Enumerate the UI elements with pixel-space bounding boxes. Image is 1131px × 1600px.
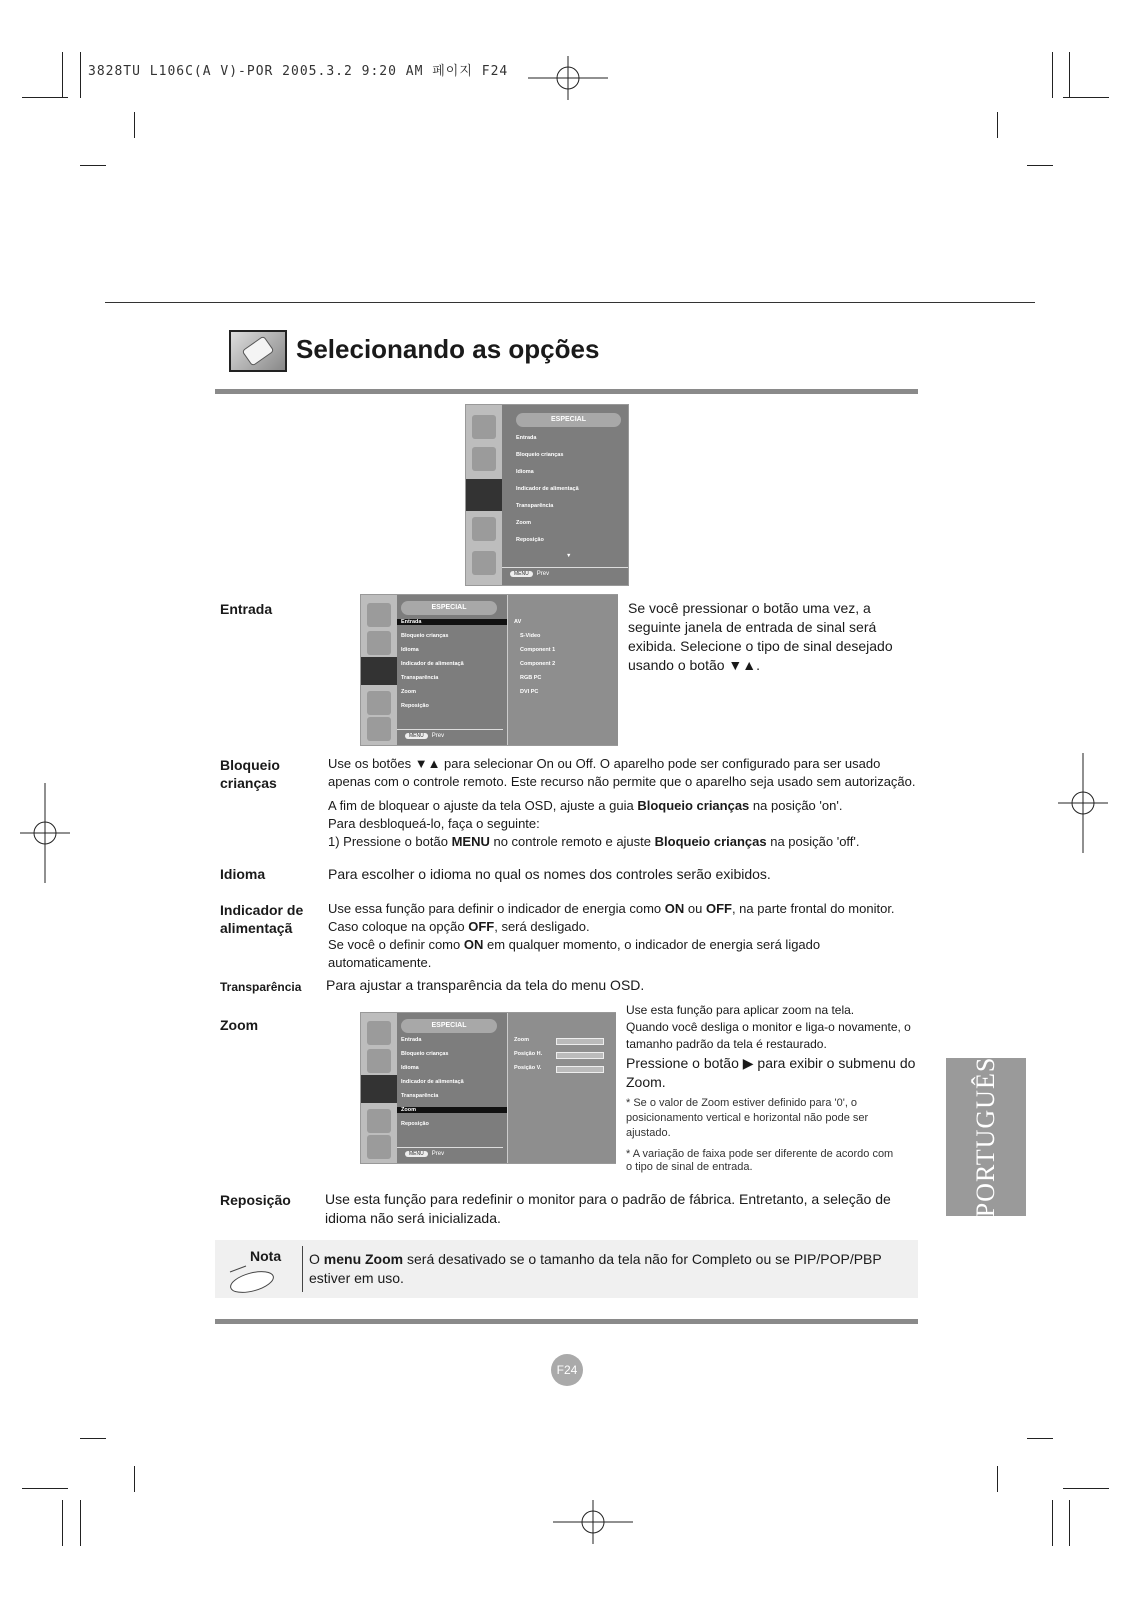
osd-item[interactable]: Bloqueio crianças (516, 452, 564, 458)
section-rule-top (215, 389, 918, 394)
osd-item[interactable]: Bloqueio crianças (401, 633, 449, 639)
print-header: 3828TU L106C(A V)-POR 2005.3.2 9:20 AM 페이지 F24 (88, 64, 509, 79)
input-option[interactable]: Component 2 (520, 661, 556, 667)
label-indicador-2: alimentaçã (220, 920, 293, 936)
pip-icon (367, 717, 391, 741)
label-idioma: Idioma (220, 866, 266, 882)
zoom-submenu-instruction: Pressione o botão ▶ para exibir o submenu do Zoom. (626, 1055, 916, 1090)
label-bloqueio-1: Bloqueio (220, 757, 280, 773)
note-text: O menu Zoom será desativado se o tamanho da tela não for Completo ou se PIP/POP/PBP estiver em uso. (309, 1251, 882, 1286)
label-reposicao: Reposição (220, 1192, 291, 1208)
label-indicador-1: Indicador de (220, 902, 304, 918)
osd-header: ESPECIAL (401, 601, 497, 615)
crop-mark (997, 112, 998, 138)
crop-mark (1052, 1500, 1053, 1546)
bloqueio-description: Use os botões ▼▲ para selecionar On ou Off. O aparelho pode ser configurado para ser usado apenas com o controle remoto. Este recurso não permite que o aparelho seja usado sem autorização. (328, 756, 916, 789)
crop-mark (1027, 165, 1053, 166)
zoom-slider[interactable] (556, 1038, 604, 1045)
osd-item[interactable]: Transparência (401, 1093, 439, 1099)
input-option[interactable]: AV (514, 619, 522, 625)
bloqueio-unlock-step: 1) Pressione o botão MENU no controle remoto e ajuste Bloqueio crianças na posição 'off'. (328, 834, 860, 849)
v-position-slider[interactable] (556, 1066, 604, 1073)
label-bloqueio-2: crianças (220, 775, 277, 791)
reposicao-description: Use esta função para redefinir o monitor para o padrão de fábrica. Entretanto, a seleção de idioma não será inicializada. (325, 1191, 891, 1226)
page-number: F24 (551, 1354, 583, 1386)
osd-item[interactable]: Entrada (516, 435, 537, 441)
picture-icon (472, 415, 496, 439)
transparencia-description: Para ajustar a transparência da tela do menu OSD. (326, 977, 645, 993)
entrada-description: Se você pressionar o botão uma vez, a seguinte janela de entrada de sinal será exibida. Selecione o tipo de sinal desejado usando o botão ▼▲. (628, 600, 893, 673)
osd-item[interactable]: Entrada (401, 1037, 422, 1043)
osd-item[interactable]: Zoom (516, 520, 531, 526)
osd-menu-zoom (360, 1012, 616, 1164)
crop-mark (80, 1500, 81, 1546)
osd-menu-main (465, 404, 629, 586)
osd-menu-entrada (360, 594, 618, 746)
special-icon (466, 479, 502, 511)
osd-item[interactable]: Indicador de alimentaçã (516, 486, 579, 492)
special-icon (361, 657, 397, 685)
tracking-icon (472, 517, 496, 541)
registration-target-icon (553, 1500, 633, 1544)
prev-label: Prev (431, 733, 445, 739)
registration-target-icon (1058, 753, 1108, 853)
crop-mark (80, 1438, 106, 1439)
crop-mark (80, 52, 81, 98)
language-tab: PORTUGUÊS (946, 1058, 1026, 1216)
label-entrada: Entrada (220, 601, 273, 617)
picture-icon (367, 603, 391, 627)
crop-mark (62, 52, 63, 98)
crop-mark (1069, 52, 1070, 98)
registration-target-icon (528, 56, 608, 100)
input-option[interactable]: RGB PC (520, 675, 542, 681)
color-icon (367, 631, 391, 655)
menu-button[interactable]: MENU (510, 571, 533, 577)
note-divider (302, 1246, 303, 1292)
color-icon (367, 1049, 391, 1073)
osd-item[interactable]: Transparência (401, 675, 439, 681)
input-option[interactable]: S-Video (520, 633, 541, 639)
osd-item[interactable]: Indicador de alimentaçã (401, 1079, 464, 1085)
osd-item[interactable]: Idioma (516, 469, 534, 475)
h-position-slider[interactable] (556, 1052, 604, 1059)
zoom-option[interactable]: Zoom (514, 1037, 529, 1043)
osd-item-selected[interactable]: Entrada (397, 619, 507, 625)
zoom-footnote-1: * Se o valor de Zoom estiver definido para '0', o posicionamento vertical e horizontal não pode ser ajustado. (626, 1097, 869, 1139)
zoom-option[interactable]: Posição H. (514, 1051, 543, 1057)
bloqueio-unlock-intro: Para desbloqueá-lo, faça o seguinte: (328, 816, 540, 831)
right-arrow-icon: ▶ (742, 1055, 754, 1071)
page-title: Selecionando as opções (296, 334, 600, 364)
zoom-option[interactable]: Posição V. (514, 1065, 542, 1071)
crop-mark (22, 1488, 68, 1489)
zoom-description: Use esta função para aplicar zoom na tela. Quando você desliga o monitor e liga-o novamente, o tamanho padrão da tela é restaurado. (626, 1003, 911, 1051)
pip-icon (472, 551, 496, 575)
input-option[interactable]: Component 1 (520, 647, 556, 653)
input-option[interactable]: DVI PC (520, 689, 539, 695)
crop-mark (1052, 52, 1053, 98)
section-rule-bottom (215, 1319, 918, 1324)
label-zoom: Zoom (220, 1017, 259, 1033)
special-icon (361, 1075, 397, 1103)
osd-item[interactable]: Indicador de alimentaçã (401, 661, 464, 667)
tracking-icon (367, 691, 391, 715)
crop-mark (80, 165, 106, 166)
crop-mark (1063, 97, 1109, 98)
crop-mark (62, 1500, 63, 1546)
osd-item-selected[interactable]: Zoom (397, 1107, 507, 1113)
tracking-icon (367, 1109, 391, 1133)
crop-mark (1027, 1438, 1053, 1439)
menu-button[interactable]: MENU (405, 733, 428, 739)
osd-header: ESPECIAL (401, 1019, 497, 1033)
crop-mark (1069, 1500, 1070, 1546)
zoom-footnote-2: * A variação de faixa pode ser diferente de acordo com o tipo de sinal de entrada. (626, 1148, 894, 1173)
prev-label: Prev (536, 571, 550, 577)
osd-header: ESPECIAL (516, 413, 621, 427)
idioma-description: Para escolher o idioma no qual os nomes dos controles serão exibidos. (328, 866, 771, 882)
crop-mark (1063, 1488, 1109, 1489)
menu-button[interactable]: MENU (405, 1151, 428, 1157)
prev-label: Prev (431, 1151, 445, 1157)
osd-item[interactable]: Reposição (401, 703, 429, 709)
note-label: Nota (250, 1248, 282, 1264)
special-menu-icon (229, 330, 287, 372)
bloqueio-lock-instruction: A fim de bloquear o ajuste da tela OSD, ajuste a guia Bloqueio crianças na posição 'on'. (328, 798, 843, 813)
scroll-down-icon: ▼ (566, 553, 572, 559)
osd-item[interactable]: Reposição (401, 1121, 429, 1127)
crop-mark (134, 1466, 135, 1492)
osd-item[interactable]: Bloqueio crianças (401, 1051, 449, 1057)
label-transparencia: Transparência (220, 980, 302, 994)
crop-mark (997, 1466, 998, 1492)
pip-icon (367, 1135, 391, 1159)
osd-item[interactable]: Zoom (401, 689, 416, 695)
color-icon (472, 447, 496, 471)
osd-item[interactable]: Idioma (401, 1065, 419, 1071)
top-divider (105, 302, 1035, 303)
picture-icon (367, 1021, 391, 1045)
osd-item[interactable]: Idioma (401, 647, 419, 653)
indicador-description: Use essa função para definir o indicador de energia como ON ou OFF, na parte frontal do monitor. Caso coloque na opção OFF, será desligado. Se você o definir como ON em qualquer momento, o indicador de energia será ligado automaticamente. (328, 901, 895, 970)
crop-mark (22, 97, 68, 98)
crop-mark (134, 112, 135, 138)
registration-target-icon (20, 783, 70, 883)
osd-item[interactable]: Reposição (516, 537, 544, 543)
osd-item[interactable]: Transparência (516, 503, 554, 509)
